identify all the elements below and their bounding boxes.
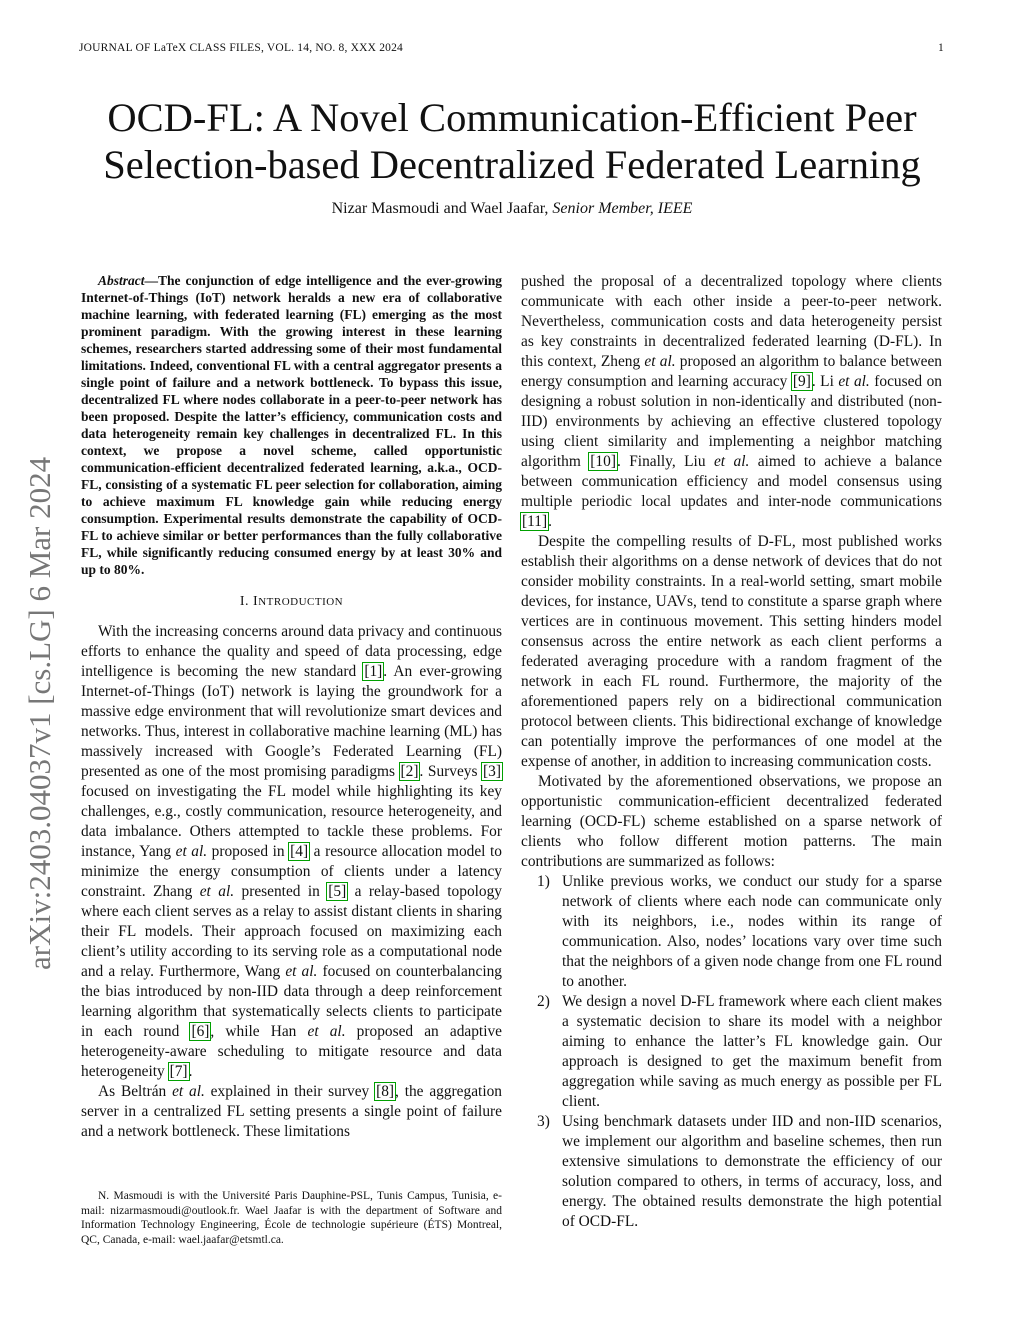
right-paragraph-3: Motivated by the aforementioned observations, we propose an opportunistic communication-efficient decentralized federated learning (OCD-FL) scheme established on a sparse network of clients who follow different motion patterns. The main contributions are summarized as follows: bbox=[521, 773, 942, 870]
list-item: 2) We design a novel D-FL framework where each client makes a systematic decision to share its model with a neighbor aiming to enhance the latter’s FL knowledge gain. Our approach is designed to get the maximum benefit from aggregation while saving as much energy as possible per FL client. bbox=[537, 993, 942, 1110]
section-title-rest: NTRODUCTION bbox=[258, 596, 344, 608]
list-item: 1) Unlike previous works, we conduct our study for a sparse network of clients where each node can communicate only with its neighbors, i.e., nodes within its range of communication. Also, nodes’ locations vary over time such that the neighbors of a given node change from one FL round to another. bbox=[537, 873, 942, 990]
citation-link[interactable]: [5] bbox=[328, 883, 347, 900]
arxiv-watermark: arXiv:2403.04037v1 [cs.LG] 6 Mar 2024 bbox=[22, 456, 57, 970]
citation-link[interactable]: [9] bbox=[792, 373, 811, 390]
section-heading-introduction bbox=[81, 592, 502, 612]
citation-link[interactable]: [2] bbox=[400, 763, 419, 780]
abstract-text: The conjunction of edge intelligence and the ever-growing Internet-of-Things (IoT) network heralds a new era of collaborative machine learning, with federated learning (FL) emerging as the most prominent paradigm. With the growing interest in these learning schemes, researchers started addressing some of their most fundamental limitations. Indeed, conventional FL with a central aggregator presents a single point of failure and a network bottleneck. To bypass this issue, decentralized FL where nodes collaborate in a peer-to-peer network has been proposed. Despite the latter’s efficiency, communication costs and data heterogeneity remain key challenges in decentralized FL. In this context, we propose a novel scheme, called opportunistic communication-efficient decentralized federated learning, a.k.a., OCD-FL, consisting of a systematic FL peer selection for collaboration, aiming to achieve maximum FL knowledge gain while reducing energy consumption. Experimental results demonstrate the capability of OCD-FL to achieve similar or better performances than the fully collaborative FL, while significantly reducing consumed energy by at least 30% and up to 80%. bbox=[81, 273, 502, 577]
title-line-2: Selection-based Decentralized Federated Learning bbox=[103, 142, 921, 187]
intro-paragraph-2: As Beltrán et al. explained in their survey [8], the aggregation server in a centralized FL setting presents a single point of failure and a network bottleneck. These limitations bbox=[81, 1083, 502, 1140]
abstract-dash: — bbox=[144, 273, 159, 288]
section-initial: I bbox=[253, 594, 259, 609]
citation-link[interactable]: [11] bbox=[522, 513, 548, 530]
author-membership: Senior Member, IEEE bbox=[552, 200, 693, 217]
title-line-1: OCD-FL: A Novel Communication-Efficient Peer bbox=[107, 95, 917, 140]
citation-link[interactable]: [4] bbox=[290, 843, 309, 860]
right-paragraph-2: Despite the compelling results of D-FL, most published works establish their algorithms on a dense network of devices that do not consider mobility constraints. In a real-world setting, smart mobile devices, for instance, UAVs, tend to constitute a sparse graph where vertices are in continuous movement. This setting hinders model consensus across the entire network as each client performs a federated averaging procedure with a random fragment of the network in each FL round. Furthermore, the majority of the aforementioned papers rely on a bidirectional communication protocol between clients. This bidirectional exchange of knowledge can potentially improve the performances of one model at the expense of another, in addition to increasing communication costs. bbox=[521, 533, 942, 770]
citation-link[interactable]: [3] bbox=[483, 763, 501, 780]
contributions-list bbox=[521, 872, 942, 1232]
right-paragraph-1: pushed the proposal of a decentralized topology where clients communicate with each other inside a peer-to-peer network. Nevertheless, communication costs and data heterogeneity persist as key constraints in decentralized federated learning (D-FL). In this context, Zheng et al. proposed an algorithm to balance between energy consumption and learning accuracy [9]. Li et al. focused on designing a robust solution in non-identically and distributed (non-IID) environments by achieving an effective clustered topology using client similarity and implementing a neighbor matching algorithm [10]. Finally, Liu et al. aimed to achieve a balance between communication efficiency and model consensus using multiple periodic local updates and inter-node communications [11]. bbox=[521, 273, 942, 530]
section-numeral: I. bbox=[239, 594, 250, 609]
citation-link[interactable]: [7] bbox=[169, 1063, 188, 1080]
left-column bbox=[81, 272, 502, 1142]
page-number: 1 bbox=[938, 42, 944, 54]
author-footnote: N. Masmoudi is with the Université Paris Dauphine-PSL, Tunis Campus, Tunisia, e-mail: nizarmasmoudi@outlook.fr. Wael Jaafar is with the department of Software and Information Technology Engineering, École de technologie supérieure (ÉTS) Montreal, QC, Canada, e-mail: wael.jaafar@etsmtl.ca. bbox=[81, 1190, 502, 1246]
citation-link[interactable]: [6] bbox=[191, 1023, 210, 1040]
author-line bbox=[60, 200, 964, 218]
abstract-label: Abstract bbox=[98, 273, 145, 288]
abstract bbox=[81, 272, 502, 578]
right-column bbox=[521, 272, 942, 1232]
intro-paragraph-1: With the increasing concerns around data privacy and continuous efforts to enhance the quality and speed of data processing, edge intelligence is becoming the new standard [1]. An ever-growing Internet-of-Things (IoT) network is laying the groundwork for a massive edge environment that will revolutionize smart devices and networks. Thus, interest in collaborative machine learning (ML) has massively increased with Google’s Federated Learning (FL) presented as one of the most promising paradigms [2]. Surveys [3] focused on investigating the FL model while highlighting its key challenges, e.g., costly communication, resource heterogeneity, and data imbalance. Others attempted to tackle these problems. For instance, Yang et al. proposed in [4] a resource allocation model to minimize the energy consumption of clients under a latency constraint. Zhang et al. presented in [5] a relay-based topology where each client serves as a relay to assist distant clients in sharing their FL models. Their approach focused on maximizing each client’s utility according to its serving role as a computational node and a relay. Furthermore, Wang et al. focused on counterbalancing the bias introduced by non-IID data through a deep reinforcement learning algorithm that systematically selects clients to participate in each round [6], while Han et al. proposed an adaptive heterogeneity-aware scheduling to mitigate resource and data heterogeneity [7]. bbox=[81, 623, 503, 1080]
citation-link[interactable]: [1] bbox=[364, 663, 383, 680]
author-names: Nizar Masmoudi and Wael Jaafar, bbox=[331, 200, 549, 217]
citation-link[interactable]: [8] bbox=[376, 1083, 395, 1100]
list-item: 3) Using benchmark datasets under IID and non-IID scenarios, we implement our algorithm and baseline schemes, then run extensive simulations to demonstrate the efficiency of our solution compared to others, in terms of accuracy, loss, and energy. The obtained results demonstrate the high potential of OCD-FL. bbox=[537, 1113, 942, 1230]
running-header: JOURNAL OF LaTeX CLASS FILES, VOL. 14, NO. 8, XXX 2024 bbox=[79, 42, 404, 54]
citation-link[interactable]: [10] bbox=[590, 453, 616, 470]
paper-title bbox=[60, 94, 964, 188]
